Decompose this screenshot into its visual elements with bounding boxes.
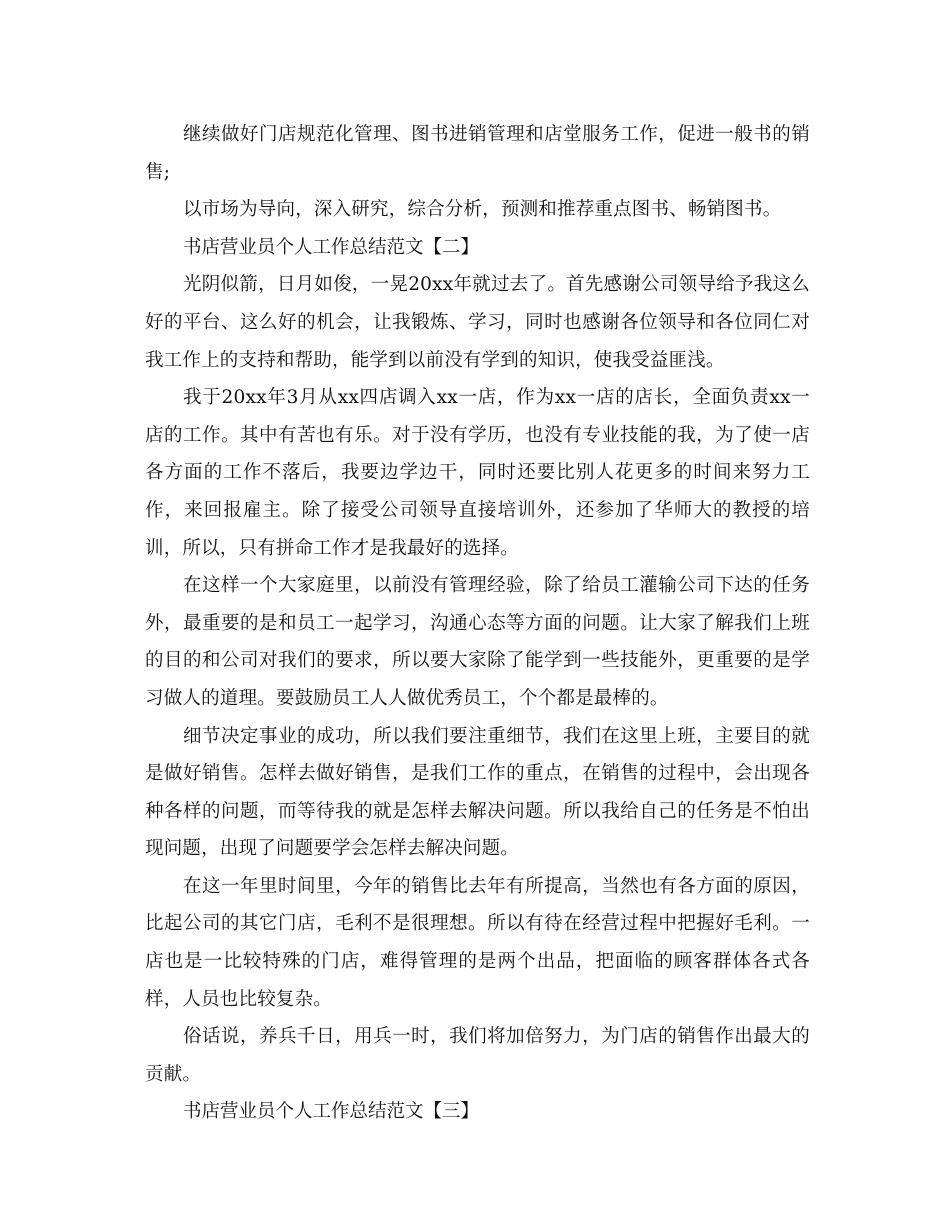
paragraph-5: 在这样一个大家庭里，以前没有管理经验，除了给员工灌输公司下达的任务外，最重要的是和员工一起学习，沟通心态等方面的问题。让大家了解我们上班的目的和公司对我们的要求，所以要大家除了能学到一些技能外，更重要的是学习做人的道理。要鼓励员工人人做优秀员工，个个都是最棒的。 xyxy=(145,575,810,709)
document-body xyxy=(145,116,810,1131)
paragraph-2: 以市场为导向，深入研究，综合分析，预测和推荐重点图书、畅销图书。 xyxy=(183,199,782,221)
section-heading-3: 书店营业员个人工作总结范文【三】 xyxy=(183,1101,480,1123)
paragraph-3: 光阴似箭，日月如俊，一晃20xx年就过去了。首先感谢公司领导给予我这么好的平台、这么好的机会，让我锻炼、学习，同时也感谢各位领导和各位同仁对我工作上的支持和帮助，能学到以前没有学到的知识，使我受益匪浅。 xyxy=(145,274,810,371)
paragraph-6: 细节决定事业的成功，所以我们要注重细节，我们在这里上班，主要目的就是做好销售。怎样去做好销售，是我们工作的重点，在销售的过程中，会出现各种各样的问题，而等待我的就是怎样去解决问题。所以我给自己的任务是不怕出现问题，出现了问题要学会怎样去解决问题。 xyxy=(145,725,810,860)
paragraph-4: 我于20xx年3月从xx四店调入xx一店，作为xx一店的店长，全面负责xx一店的工作。其中有苦也有乐。对于没有学历，也没有专业技能的我，为了使一店各方面的工作不落后，我要边学边干，同时还要比别人花更多的时间来努力工作，来回报雇主。除了接受公司领导直接培训外，还参加了华师大的教授的培训，所以，只有拼命工作才是我最好的选择。 xyxy=(145,387,810,559)
paragraph-8: 俗话说，养兵千日，用兵一时，我们将加倍努力，为门店的销售作出最大的贡献。 xyxy=(145,1026,810,1085)
paragraph-1: 继续做好门店规范化管理、图书进销管理和店堂服务工作，促进一般书的销售; xyxy=(145,124,810,183)
paragraph-7: 在这一年里时间里，今年的销售比去年有所提高，当然也有各方面的原因，比起公司的其它门店，毛利不是很理想。所以有待在经营过程中把握好毛利。一店也是一比较特殊的门店，难得管理的是两个出品，把面临的顾客群体各式各样，人员也比较复杂。 xyxy=(145,875,810,1010)
section-heading-2: 书店营业员个人工作总结范文【二】 xyxy=(183,236,480,258)
